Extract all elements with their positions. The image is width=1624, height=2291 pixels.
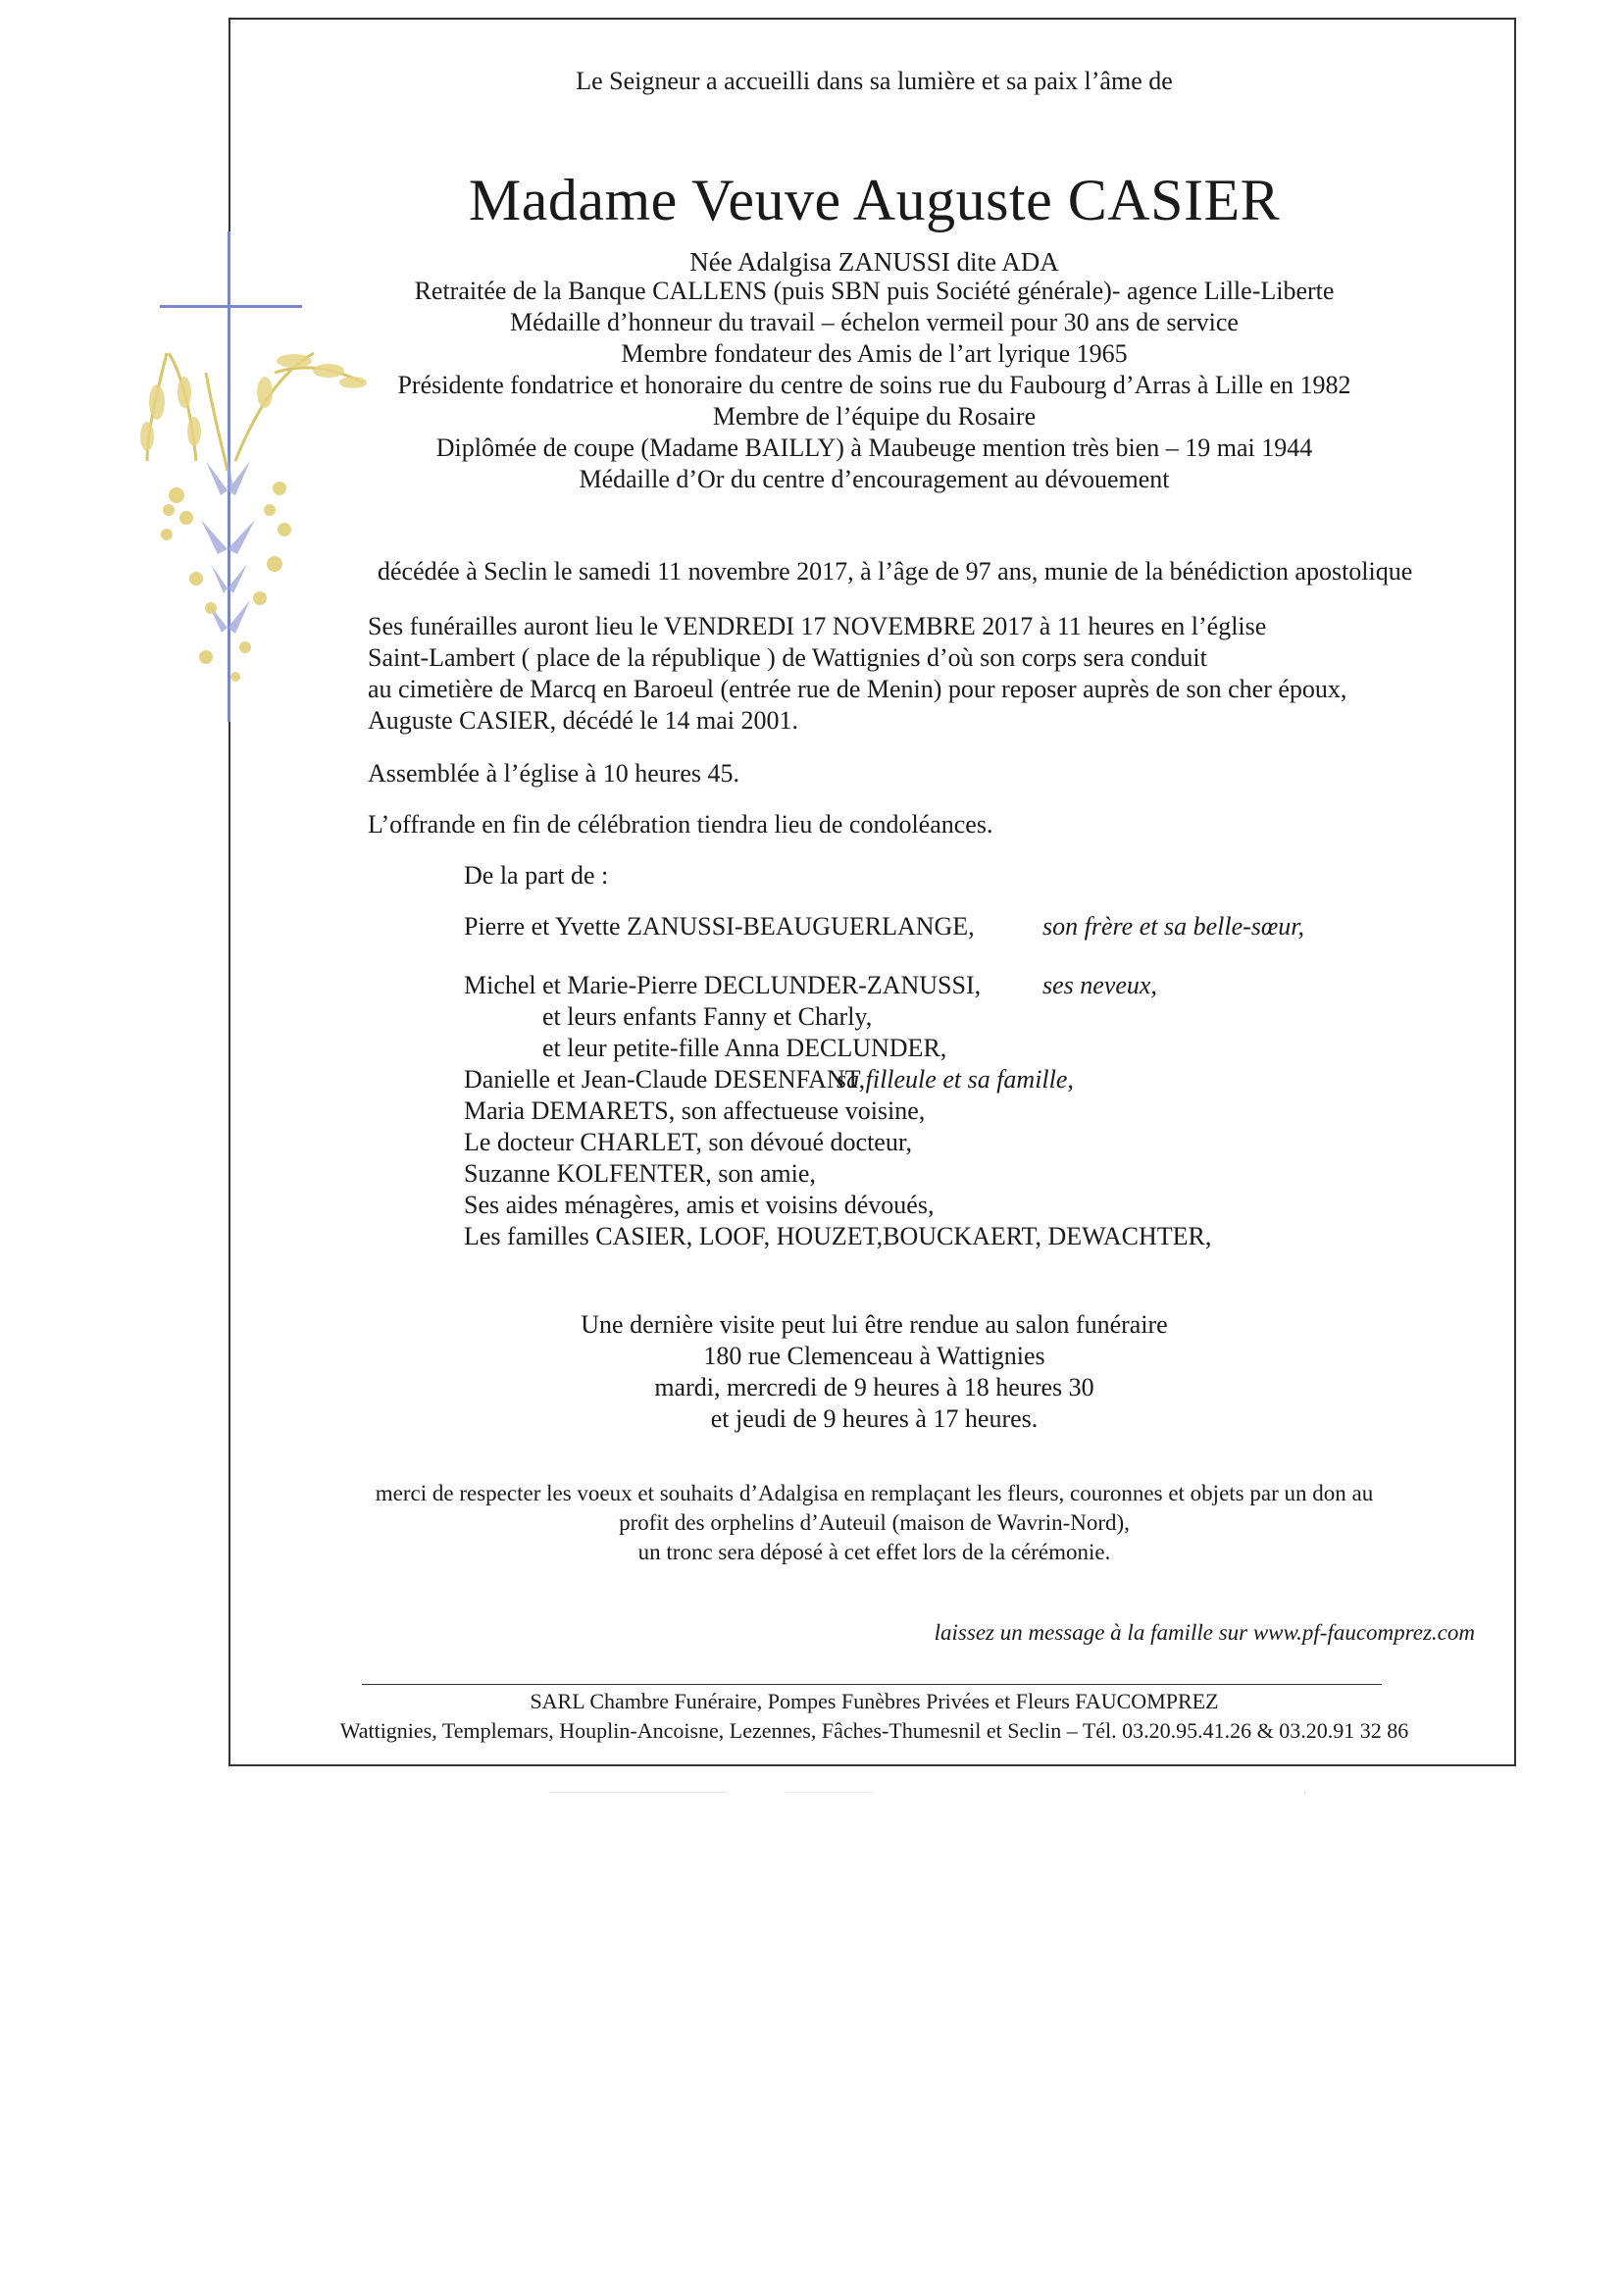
funeral-line: au cimetière de Marcq en Baroeul (entrée rue de Menin) pour reposer auprès de son cher époux, (368, 675, 1347, 703)
family-name: Michel et Marie-Pierre DECLUNDER-ZANUSSI, (464, 971, 982, 999)
distinction-line: Membre fondateur des Amis de l’art lyrique 1965 (621, 339, 1128, 368)
offering-line: L’offrande en fin de célébration tiendra lieu de condoléances. (368, 810, 993, 839)
cross-horizontal (160, 305, 302, 308)
wishes-line: profit des orphelins d’Auteuil (maison de Wavrin-Nord), (619, 1510, 1130, 1535)
funeral-line: Ses funérailles auront lieu le VENDREDI 17 NOVEMBRE 2017 à 11 heures en l’église (368, 612, 1267, 640)
family-line: Ses aides ménagères, amis et voisins dévoués, (464, 1191, 935, 1219)
footer-locations: Wattignies, Templemars, Houplin-Ancoisne, Lezennes, Fâches-Thumesnil et Seclin – Tél. 03.20.95.41.26 & 03.20.91 32 86 (339, 1718, 1409, 1743)
distinction-line: Présidente fondatrice et honoraire du centre de soins rue du Faubourg d’Arras à Lille en 1982 (397, 371, 1351, 399)
cross-with-flowers-icon (0, 0, 412, 745)
birth-name: Née Adalgisa ZANUSSI dite ADA (689, 247, 1059, 277)
family-relation: ses neveux, (1042, 971, 1157, 999)
funeral-line: Saint-Lambert ( place de la république ) de Wattignies d’où son corps sera conduit (368, 643, 1207, 672)
small-blossoms-icon (161, 482, 291, 682)
distinction-line: Retraitée de la Banque CALLENS (puis SBN puis Société générale)- agence Lille-Liberte (414, 277, 1335, 305)
visit-line: Une dernière visite peut lui être rendue au salon funéraire (581, 1310, 1168, 1339)
distinction-line: Membre de l’équipe du Rosaire (712, 402, 1037, 431)
wishes-line: merci de respecter les voeux et souhaits d’Adalgisa en remplaçant les fleurs, couronnes et objets par un don au (375, 1481, 1374, 1505)
wishes-line: un tronc sera déposé à cet effet lors de la cérémonie. (637, 1540, 1111, 1564)
distinction-line: Médaille d’Or du centre d’encouragement au dévouement (579, 465, 1170, 493)
deceased-name: Madame Veuve Auguste CASIER (468, 168, 1281, 232)
assembly-line: Assemblée à l’église à 10 heures 45. (368, 759, 740, 788)
death-line: décédée à Seclin le samedi 11 novembre 2017, à l’âge de 97 ans, munie de la bénédiction apostolique (378, 557, 1413, 585)
from-label: De la part de : (464, 861, 609, 890)
family-relation: son frère et sa belle-sœur, (1042, 912, 1304, 941)
visit-line: mardi, mercredi de 9 heures à 18 heures 30 (654, 1373, 1094, 1401)
scan-artifact (98, 1791, 1526, 1795)
family-line: Le docteur CHARLET, son dévoué docteur, (464, 1128, 912, 1156)
funeral-line: Auguste CASIER, décédé le 14 mai 2001. (368, 706, 799, 735)
opening-line: Le Seigneur a accueilli dans sa lumière et sa paix l’âme de (576, 67, 1173, 95)
distinction-line: Diplômée de coupe (Madame BAILLY) à Maubeuge mention très bien – 19 mai 1944 (435, 433, 1313, 462)
notice-frame (228, 18, 1516, 1766)
visit-line: 180 rue Clemenceau à Wattignies (703, 1342, 1045, 1370)
website-message: laissez un message à la famille sur www.pf-faucomprez.com (934, 1620, 1475, 1645)
family-line: Les familles CASIER, LOOF, HOUZET,BOUCKAERT, DEWACHTER, (464, 1222, 1212, 1250)
family-name: Pierre et Yvette ZANUSSI-BEAUGUERLANGE, (464, 912, 975, 941)
family-sub: et leurs enfants Fanny et Charly, (542, 1002, 873, 1031)
footer-company: SARL Chambre Funéraire, Pompes Funèbres Privées et Fleurs FAUCOMPREZ (530, 1689, 1219, 1713)
family-line: Maria DEMARETS, son affectueuse voisine, (464, 1096, 926, 1125)
family-relation: sa filleule et sa famille, (837, 1065, 1074, 1094)
family-name: Danielle et Jean-Claude DESENFANT, (464, 1065, 866, 1094)
footer-divider (362, 1684, 1382, 1685)
family-sub: et leur petite-fille Anna DECLUNDER, (542, 1034, 947, 1062)
visit-line: et jeudi de 9 heures à 17 heures. (710, 1404, 1039, 1433)
distinction-line: Médaille d’honneur du travail – échelon vermeil pour 30 ans de service (510, 308, 1239, 336)
family-line: Suzanne KOLFENTER, son amie, (464, 1159, 816, 1188)
